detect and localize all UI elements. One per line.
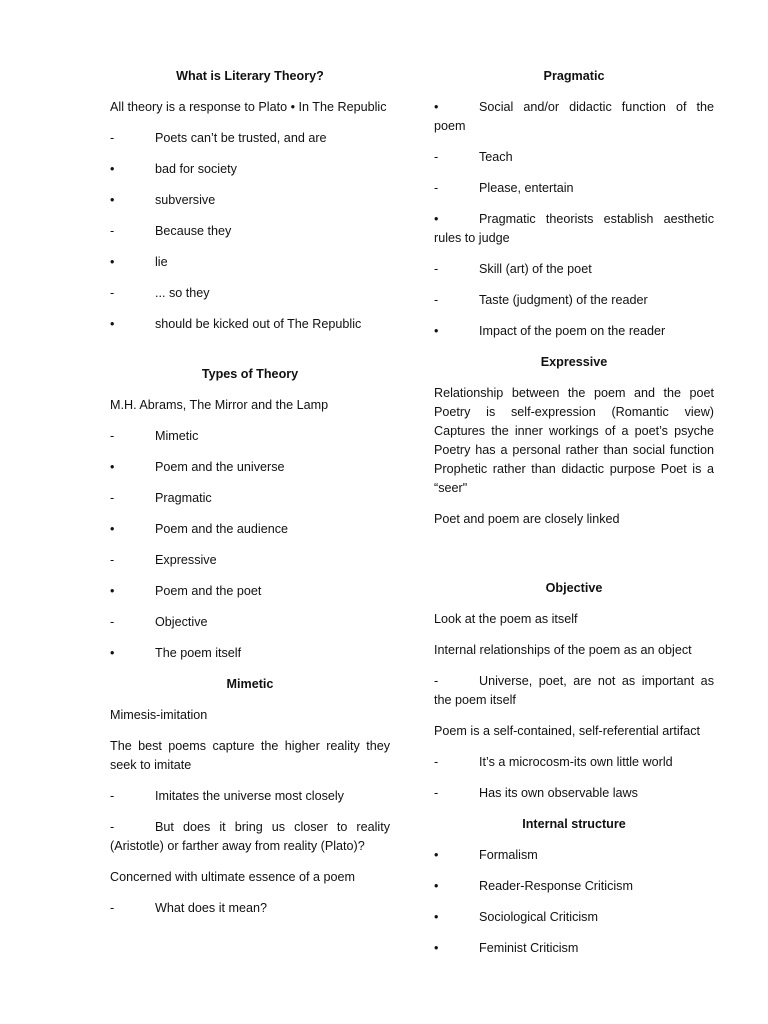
spacer xyxy=(110,346,390,365)
list-item-text: Expressive xyxy=(155,553,217,567)
list-item-text: Objective xyxy=(155,615,208,629)
list-item-text: Please, entertain xyxy=(479,181,574,195)
list-item-text: should be kicked out of The Republic xyxy=(155,317,362,331)
list-item-text: Formalism xyxy=(479,848,538,862)
list-item xyxy=(110,284,390,303)
list-item-text: Poem and the universe xyxy=(155,460,285,474)
list-item-text: Poem and the audience xyxy=(155,522,289,536)
list-item-text: Feminist Criticism xyxy=(479,941,579,955)
list-item xyxy=(110,427,390,446)
dash-icon: - xyxy=(110,286,115,300)
list-item-text: Reader-Response Criticism xyxy=(479,879,633,893)
list-item xyxy=(110,613,390,632)
list-item-text: bad for society xyxy=(155,162,237,176)
list-item xyxy=(110,551,390,570)
paragraph: Poem is a self-contained, self-referential artifact xyxy=(434,724,700,738)
bullet-icon: • xyxy=(110,255,115,269)
list-item-text: Taste (judgment) of the reader xyxy=(479,293,648,307)
list-item-text: Social and/or didactic function of the poem xyxy=(434,100,714,133)
list-item xyxy=(434,877,714,896)
dash-icon: - xyxy=(110,615,115,629)
list-item xyxy=(110,129,390,148)
bullet-icon: • xyxy=(110,317,115,331)
list-item xyxy=(434,908,714,927)
list-item xyxy=(434,322,714,341)
list-item xyxy=(110,644,390,663)
dash-icon: - xyxy=(434,674,439,688)
list-item-text: But does it bring us closer to reality (Aristotle) or farther away from reality (Plato)? xyxy=(110,820,390,853)
list-item-text: Teach xyxy=(479,150,513,164)
list-item-text: It’s a microcosm-its own little world xyxy=(479,755,673,769)
dash-icon: - xyxy=(110,131,115,145)
list-item xyxy=(110,787,390,806)
section-heading-what-is-literary-theory: What is Literary Theory? xyxy=(176,69,324,83)
paragraph: Poet and poem are closely linked xyxy=(434,512,620,526)
list-item-text: Poem and the poet xyxy=(155,584,262,598)
list-item xyxy=(434,148,714,167)
bullet-icon: • xyxy=(110,522,115,536)
list-item xyxy=(434,291,714,310)
list-item-text: Pragmatic xyxy=(155,491,212,505)
list-item-text: Imitates the universe most closely xyxy=(155,789,344,803)
list-item-text: Poets can’t be trusted, and are xyxy=(155,131,327,145)
section-heading-types-of-theory: Types of Theory xyxy=(201,367,299,381)
list-item xyxy=(434,939,714,958)
bullet-icon: • xyxy=(110,162,115,176)
dash-icon: - xyxy=(434,293,439,307)
list-item xyxy=(110,899,390,918)
bullet-icon: • xyxy=(110,584,115,598)
dash-icon: - xyxy=(110,224,115,238)
section-heading-pragmatic: Pragmatic xyxy=(543,69,605,83)
list-item-text: Sociological Criticism xyxy=(479,910,598,924)
right-column xyxy=(434,67,714,970)
bullet-icon: • xyxy=(434,212,439,226)
list-item xyxy=(434,260,714,279)
section-heading-internal-structure: Internal structure xyxy=(522,817,626,831)
dash-icon: - xyxy=(110,491,115,505)
bullet-icon: • xyxy=(110,460,115,474)
bullet-icon: • xyxy=(434,324,439,338)
list-item-text: Mimetic xyxy=(155,429,199,443)
list-item-text: Because they xyxy=(155,224,232,238)
list-item-text: Has its own observable laws xyxy=(479,786,638,800)
bullet-icon: • xyxy=(434,100,439,114)
list-item-text: ... so they xyxy=(155,286,210,300)
list-item-text: subversive xyxy=(155,193,216,207)
list-item xyxy=(110,520,390,539)
dash-icon: - xyxy=(434,150,439,164)
list-item-text: Impact of the poem on the reader xyxy=(479,324,666,338)
section-heading-objective: Objective xyxy=(545,581,603,595)
dash-icon: - xyxy=(434,262,439,276)
list-item xyxy=(434,179,714,198)
list-item xyxy=(434,210,714,248)
section-heading-expressive: Expressive xyxy=(540,355,608,369)
dash-icon: - xyxy=(110,553,115,567)
bullet-icon: • xyxy=(434,879,439,893)
paragraph: M.H. Abrams, The Mirror and the Lamp xyxy=(110,398,329,412)
paragraph: Mimesis-imitation xyxy=(110,708,208,722)
dash-icon: - xyxy=(434,181,439,195)
list-item-text: What does it mean? xyxy=(155,901,268,915)
paragraph: The best poems capture the higher reality they seek to imitate xyxy=(110,739,390,772)
spacer xyxy=(434,541,714,579)
dash-icon: - xyxy=(110,901,115,915)
list-item xyxy=(434,784,714,803)
list-item-text: Pragmatic theorists establish aesthetic rules to judge xyxy=(434,212,714,245)
paragraph: Internal relationships of the poem as an object xyxy=(434,643,692,657)
bullet-icon: • xyxy=(434,910,439,924)
list-item xyxy=(434,672,714,710)
list-item xyxy=(110,818,390,856)
list-item xyxy=(110,253,390,272)
bullet-icon: • xyxy=(110,193,115,207)
dash-icon: - xyxy=(434,786,439,800)
left-column xyxy=(110,67,390,930)
list-item xyxy=(110,315,390,334)
list-item-text: Universe, poet, are not as important as the poem itself xyxy=(434,674,714,707)
paragraph: Concerned with ultimate essence of a poem xyxy=(110,870,356,884)
list-item xyxy=(434,846,714,865)
list-item xyxy=(110,582,390,601)
list-item xyxy=(110,489,390,508)
list-item-text: Skill (art) of the poet xyxy=(479,262,592,276)
paragraph: Relationship between the poem and the poet Poetry is self-expression (Romantic view) Captures the inner workings of a poet’s psyche Poetry has a personal rather than social function Prophetic rather than didactic purpose Poet is a “seer" xyxy=(434,386,714,495)
list-item xyxy=(110,222,390,241)
list-item-text: lie xyxy=(155,255,168,269)
list-item xyxy=(110,458,390,477)
dash-icon: - xyxy=(110,429,115,443)
bullet-icon: • xyxy=(434,848,439,862)
dash-icon: - xyxy=(110,789,115,803)
section-heading-mimetic: Mimetic xyxy=(226,677,274,691)
list-item xyxy=(110,191,390,210)
list-item xyxy=(434,753,714,772)
list-item xyxy=(110,160,390,179)
dash-icon: - xyxy=(434,755,439,769)
bullet-icon: • xyxy=(110,646,115,660)
list-item xyxy=(434,98,714,136)
bullet-icon: • xyxy=(434,941,439,955)
paragraph: All theory is a response to Plato • In The Republic xyxy=(110,100,387,114)
paragraph: Look at the poem as itself xyxy=(434,612,578,626)
dash-icon: - xyxy=(110,820,115,834)
list-item-text: The poem itself xyxy=(155,646,242,660)
